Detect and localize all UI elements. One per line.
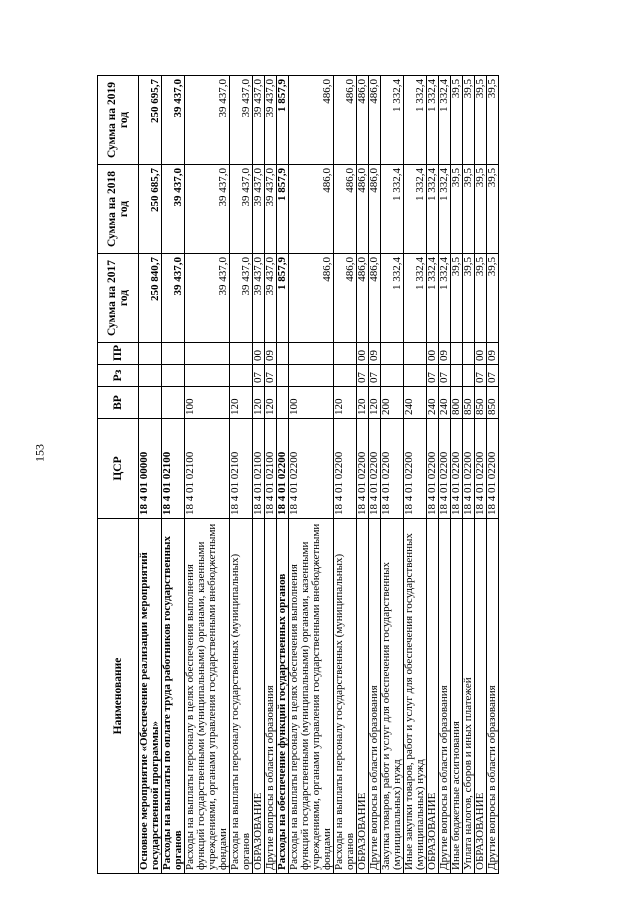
- row-name: Расходы на выплаты персоналу в целях обеспечения выполнения функций государственными (муниципальными) органами, казенными учреждениями, органами управления государственными внебюджетными фондами: [185, 519, 230, 874]
- row-pr: 00: [253, 343, 265, 365]
- row-csr: 18 4 01 02200: [463, 419, 475, 519]
- row-csr: 18 4 01 02200: [334, 419, 357, 519]
- row-pr: [463, 343, 475, 365]
- row-pr: [404, 343, 427, 365]
- table-row: [463, 76, 475, 874]
- row-sum-2018: 1 332,4: [427, 165, 439, 254]
- row-name: ОБРАЗОВАНИЕ: [253, 519, 265, 874]
- table-header-row: [98, 76, 139, 874]
- row-csr: 18 4 01 02200: [289, 419, 334, 519]
- row-pr: 09: [265, 343, 277, 365]
- row-rz: 07: [427, 365, 439, 387]
- row-sum-2019: 39,5: [463, 76, 475, 165]
- row-name: Расходы на выплаты по оплате труда работников государственных органов: [162, 519, 185, 874]
- row-pr: [139, 343, 162, 365]
- row-sum-2017: 39,5: [487, 254, 499, 343]
- row-csr: 18 4 01 02100: [230, 419, 253, 519]
- table-row: [357, 76, 369, 874]
- row-pr: [230, 343, 253, 365]
- row-sum-2019: 1 332,4: [381, 76, 404, 165]
- row-rz: [451, 365, 463, 387]
- row-name: Уплата налогов, сборов и иных платежей: [463, 519, 475, 874]
- row-sum-2019: 486,0: [369, 76, 381, 165]
- row-pr: [185, 343, 230, 365]
- row-sum-2019: 39 437,0: [253, 76, 265, 165]
- row-rz: [404, 365, 427, 387]
- row-sum-2018: 39,5: [475, 165, 487, 254]
- row-pr: [162, 343, 185, 365]
- row-sum-2018: 486,0: [357, 165, 369, 254]
- row-name: Другие вопросы в области образования: [487, 519, 499, 874]
- row-rz: [381, 365, 404, 387]
- row-sum-2017: 1 332,4: [381, 254, 404, 343]
- header-rz: Рз: [98, 365, 139, 387]
- row-rz: 07: [265, 365, 277, 387]
- row-name: Другие вопросы в области образования: [265, 519, 277, 874]
- row-csr: 18 4 01 02200: [369, 419, 381, 519]
- row-sum-2018: 486,0: [334, 165, 357, 254]
- row-pr: [381, 343, 404, 365]
- row-sum-2019: 250 695,7: [139, 76, 162, 165]
- row-name: Иные закупки товаров, работ и услуг для обеспечения государственных (муниципальных) нужд: [404, 519, 427, 874]
- row-vr: 120: [253, 387, 265, 419]
- row-sum-2019: 1 332,4: [439, 76, 451, 165]
- row-vr: 200: [381, 387, 404, 419]
- row-vr: 120: [334, 387, 357, 419]
- table-row: [185, 76, 230, 874]
- row-rz: [139, 365, 162, 387]
- row-sum-2018: 250 685,7: [139, 165, 162, 254]
- row-csr: 18 4 01 02100: [162, 419, 185, 519]
- row-sum-2017: 39 437,0: [253, 254, 265, 343]
- row-pr: [277, 343, 289, 365]
- table-row: [334, 76, 357, 874]
- row-csr: 18 4 01 02200: [277, 419, 289, 519]
- table-row: [253, 76, 265, 874]
- row-name: Закупка товаров, работ и услуг для обеспечения государственных (муниципальных) нужд: [381, 519, 404, 874]
- row-sum-2018: 39 437,0: [230, 165, 253, 254]
- row-name: Основное мероприятие «Обеспечение реализации мероприятий государственной программы»: [139, 519, 162, 874]
- table-row: [451, 76, 463, 874]
- row-sum-2018: 39 437,0: [265, 165, 277, 254]
- row-pr: [451, 343, 463, 365]
- row-sum-2019: 486,0: [357, 76, 369, 165]
- row-sum-2018: 486,0: [369, 165, 381, 254]
- row-sum-2019: 39,5: [475, 76, 487, 165]
- row-sum-2017: 486,0: [369, 254, 381, 343]
- table-row: [230, 76, 253, 874]
- row-sum-2017: 486,0: [357, 254, 369, 343]
- row-sum-2017: 1 332,4: [427, 254, 439, 343]
- table-row: [475, 76, 487, 874]
- table-row: [277, 76, 289, 874]
- row-vr: 120: [369, 387, 381, 419]
- row-name: Расходы на выплаты персоналу в целях обеспечения выполнения функций государственными (муниципальными) органами, казенными учреждениями, органами управления государственными внебюджетными фондами: [289, 519, 334, 874]
- row-rz: 07: [439, 365, 451, 387]
- row-sum-2017: 1 857,9: [277, 254, 289, 343]
- row-csr: 18 4 01 02200: [427, 419, 439, 519]
- row-csr: 18 4 01 02200: [439, 419, 451, 519]
- row-csr: 18 4 01 02100: [265, 419, 277, 519]
- row-sum-2017: 39,5: [451, 254, 463, 343]
- row-vr: 800: [451, 387, 463, 419]
- row-vr: 240: [404, 387, 427, 419]
- table-row: [369, 76, 381, 874]
- page-number: 153: [32, 444, 47, 462]
- row-vr: 240: [439, 387, 451, 419]
- row-sum-2018: 1 332,4: [381, 165, 404, 254]
- row-sum-2019: 39,5: [487, 76, 499, 165]
- table-row: [404, 76, 427, 874]
- row-sum-2017: 486,0: [289, 254, 334, 343]
- row-sum-2018: 1 857,9: [277, 165, 289, 254]
- row-rz: 07: [475, 365, 487, 387]
- row-rz: [289, 365, 334, 387]
- table-row: [139, 76, 162, 874]
- table-row: [289, 76, 334, 874]
- header-csr: ЦСР: [98, 419, 139, 519]
- row-csr: 18 4 01 02200: [381, 419, 404, 519]
- row-sum-2017: 1 332,4: [439, 254, 451, 343]
- row-vr: 120: [357, 387, 369, 419]
- row-rz: [230, 365, 253, 387]
- row-vr: 850: [487, 387, 499, 419]
- row-vr: 240: [427, 387, 439, 419]
- row-sum-2018: 486,0: [289, 165, 334, 254]
- row-name: Расходы на выплаты персоналу государственных (муниципальных) органов: [334, 519, 357, 874]
- header-vr: ВР: [98, 387, 139, 419]
- row-rz: [277, 365, 289, 387]
- header-sum-2017: Сумма на 2017 год: [98, 254, 139, 343]
- budget-table: [97, 75, 499, 874]
- row-sum-2019: 39 437,0: [162, 76, 185, 165]
- row-pr: 00: [357, 343, 369, 365]
- row-rz: [185, 365, 230, 387]
- row-sum-2018: 39 437,0: [162, 165, 185, 254]
- row-rz: [334, 365, 357, 387]
- row-vr: [277, 387, 289, 419]
- row-csr: 18 4 01 02100: [253, 419, 265, 519]
- row-vr: 120: [265, 387, 277, 419]
- header-pr: ПР: [98, 343, 139, 365]
- row-name: Другие вопросы в области образования: [369, 519, 381, 874]
- row-sum-2017: 39,5: [463, 254, 475, 343]
- row-sum-2019: 39,5: [451, 76, 463, 165]
- row-rz: [463, 365, 475, 387]
- row-sum-2017: 486,0: [334, 254, 357, 343]
- row-sum-2019: 486,0: [289, 76, 334, 165]
- row-sum-2019: 486,0: [334, 76, 357, 165]
- row-vr: [162, 387, 185, 419]
- row-vr: 100: [185, 387, 230, 419]
- row-rz: 07: [357, 365, 369, 387]
- row-name: ОБРАЗОВАНИЕ: [427, 519, 439, 874]
- table-row: [487, 76, 499, 874]
- row-pr: [334, 343, 357, 365]
- row-rz: 07: [487, 365, 499, 387]
- row-csr: 18 4 01 02200: [487, 419, 499, 519]
- header-sum-2018: Сумма на 2018 год: [98, 165, 139, 254]
- table-row: [439, 76, 451, 874]
- row-name: Иные бюджетные ассигнования: [451, 519, 463, 874]
- row-sum-2018: 1 332,4: [404, 165, 427, 254]
- row-pr: 09: [487, 343, 499, 365]
- row-csr: 18 4 01 02100: [185, 419, 230, 519]
- row-sum-2017: 1 332,4: [404, 254, 427, 343]
- row-name: ОБРАЗОВАНИЕ: [475, 519, 487, 874]
- row-name: Расходы на обеспечение функций государственных органов: [277, 519, 289, 874]
- table-row: [427, 76, 439, 874]
- row-pr: 09: [369, 343, 381, 365]
- table-row: [162, 76, 185, 874]
- row-sum-2018: 39 437,0: [253, 165, 265, 254]
- row-sum-2017: 39 437,0: [185, 254, 230, 343]
- row-sum-2017: 39,5: [475, 254, 487, 343]
- row-vr: 100: [289, 387, 334, 419]
- row-pr: 09: [439, 343, 451, 365]
- row-sum-2019: 1 332,4: [427, 76, 439, 165]
- row-sum-2017: 39 437,0: [162, 254, 185, 343]
- table-row: [265, 76, 277, 874]
- row-pr: 00: [475, 343, 487, 365]
- row-csr: 18 4 01 02200: [475, 419, 487, 519]
- header-name: Наименование: [98, 519, 139, 874]
- row-csr: 18 4 01 02200: [451, 419, 463, 519]
- row-sum-2017: 250 840,7: [139, 254, 162, 343]
- row-csr: 18 4 01 02200: [404, 419, 427, 519]
- row-name: ОБРАЗОВАНИЕ: [357, 519, 369, 874]
- row-csr: 18 4 01 02200: [357, 419, 369, 519]
- row-sum-2019: 1 332,4: [404, 76, 427, 165]
- row-sum-2019: 39 437,0: [265, 76, 277, 165]
- row-sum-2017: 39 437,0: [265, 254, 277, 343]
- row-csr: 18 4 01 00000: [139, 419, 162, 519]
- row-sum-2018: 39,5: [463, 165, 475, 254]
- row-sum-2018: 1 332,4: [439, 165, 451, 254]
- header-sum-2019: Сумма на 2019 год: [98, 76, 139, 165]
- row-vr: 850: [475, 387, 487, 419]
- row-rz: [162, 365, 185, 387]
- row-sum-2019: 39 437,0: [230, 76, 253, 165]
- row-vr: 120: [230, 387, 253, 419]
- row-sum-2018: 39,5: [451, 165, 463, 254]
- row-rz: 07: [253, 365, 265, 387]
- row-name: Другие вопросы в области образования: [439, 519, 451, 874]
- row-sum-2018: 39,5: [487, 165, 499, 254]
- row-sum-2019: 1 857,9: [277, 76, 289, 165]
- row-name: Расходы на выплаты персоналу государственных (муниципальных) органов: [230, 519, 253, 874]
- table-row: [381, 76, 404, 874]
- row-vr: 850: [463, 387, 475, 419]
- row-sum-2018: 39 437,0: [185, 165, 230, 254]
- row-sum-2019: 39 437,0: [185, 76, 230, 165]
- rotated-table-container: [97, 76, 591, 874]
- row-pr: [289, 343, 334, 365]
- row-pr: 00: [427, 343, 439, 365]
- row-rz: 07: [369, 365, 381, 387]
- row-vr: [139, 387, 162, 419]
- row-sum-2017: 39 437,0: [230, 254, 253, 343]
